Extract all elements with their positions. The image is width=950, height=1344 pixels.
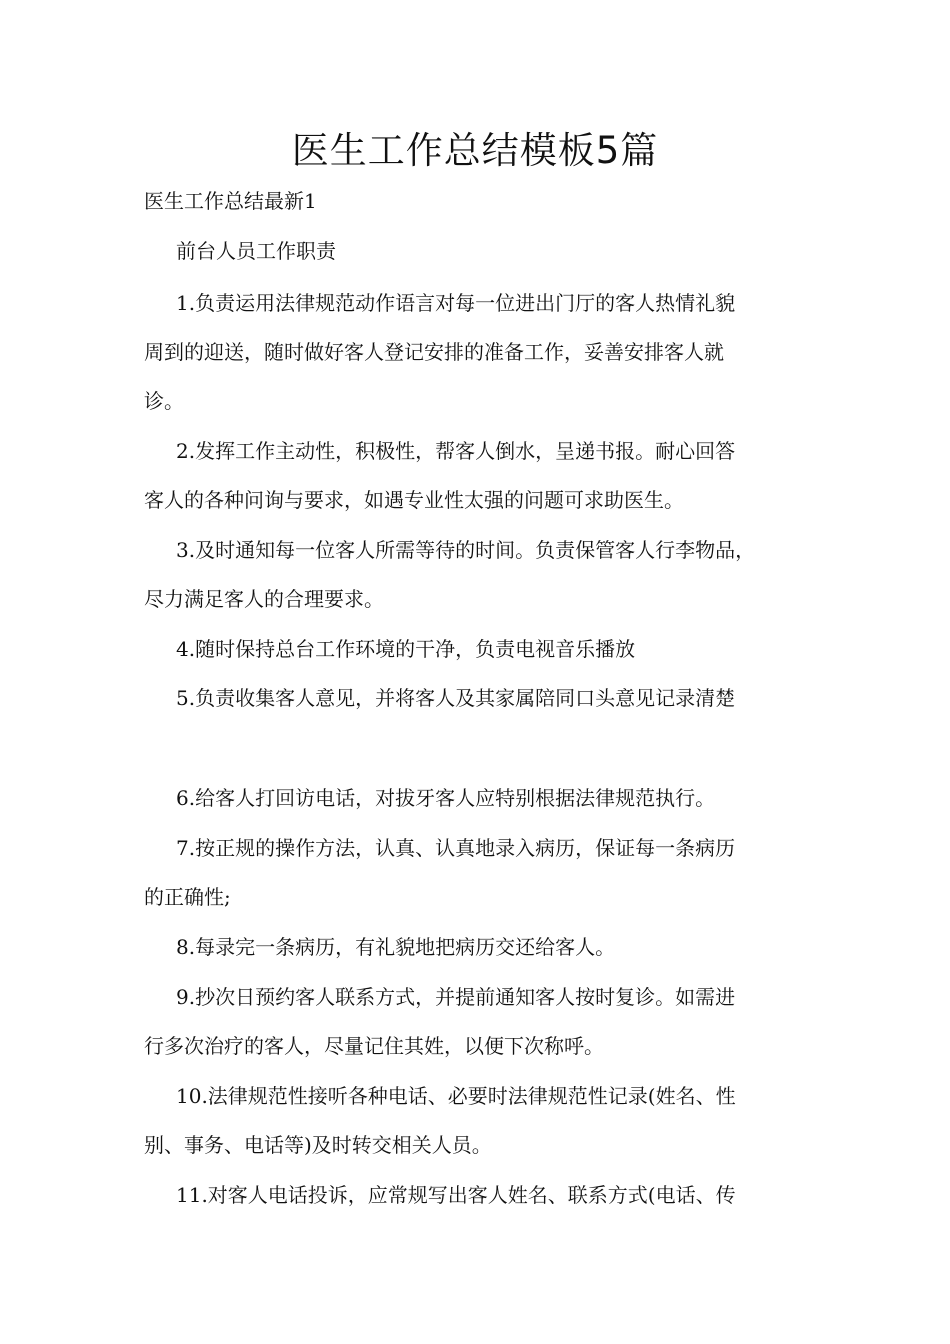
paragraph-line: 尽力满足客人的合理要求。 bbox=[144, 587, 384, 611]
paragraph-line: 3.及时通知每一位客人所需等待的时间。负责保管客人行李物品， bbox=[176, 538, 756, 562]
paragraph-line: 诊。 bbox=[144, 389, 184, 413]
paragraph-line: 客人的各种问询与要求，如遇专业性太强的问题可求助医生。 bbox=[144, 488, 684, 512]
paragraph-line: 别、事务、电话等)及时转交相关人员。 bbox=[144, 1133, 492, 1157]
paragraph-line: 行多次治疗的客人，尽量记住其姓，以便下次称呼。 bbox=[144, 1034, 604, 1058]
section-heading: 医生工作总结最新1 bbox=[144, 189, 317, 213]
paragraph-line: 4.随时保持总台工作环境的干净，负责电视音乐播放 bbox=[176, 637, 636, 661]
paragraph-line: 11.对客人电话投诉，应常规写出客人姓名、联系方式(电话、传 bbox=[176, 1183, 736, 1207]
paragraph-line: 2.发挥工作主动性，积极性，帮客人倒水，呈递书报。耐心回答 bbox=[176, 439, 736, 463]
paragraph-line: 1.负责运用法律规范动作语言对每一位进出门厅的客人热情礼貌 bbox=[176, 291, 736, 315]
sub-heading: 前台人员工作职责 bbox=[176, 239, 336, 263]
paragraph-line: 7.按正规的操作方法，认真、认真地录入病历，保证每一条病历 bbox=[176, 836, 736, 860]
document-title: 医生工作总结模板5篇 bbox=[291, 129, 659, 172]
paragraph-line: 9.抄次日预约客人联系方式，并提前通知客人按时复诊。如需进 bbox=[176, 985, 736, 1009]
paragraph-line: 周到的迎送，随时做好客人登记安排的准备工作，妥善安排客人就 bbox=[144, 340, 724, 364]
paragraph-line: 的正确性; bbox=[144, 885, 231, 909]
paragraph-line: 8.每录完一条病历，有礼貌地把病历交还给客人。 bbox=[176, 935, 616, 959]
paragraph-line: 10.法律规范性接听各种电话、必要时法律规范性记录(姓名、性 bbox=[176, 1084, 736, 1108]
paragraph-line: 5.负责收集客人意见，并将客人及其家属陪同口头意见记录清楚 bbox=[176, 686, 736, 710]
paragraph-line: 6.给客人打回访电话，对拔牙客人应特别根据法律规范执行。 bbox=[176, 786, 716, 810]
